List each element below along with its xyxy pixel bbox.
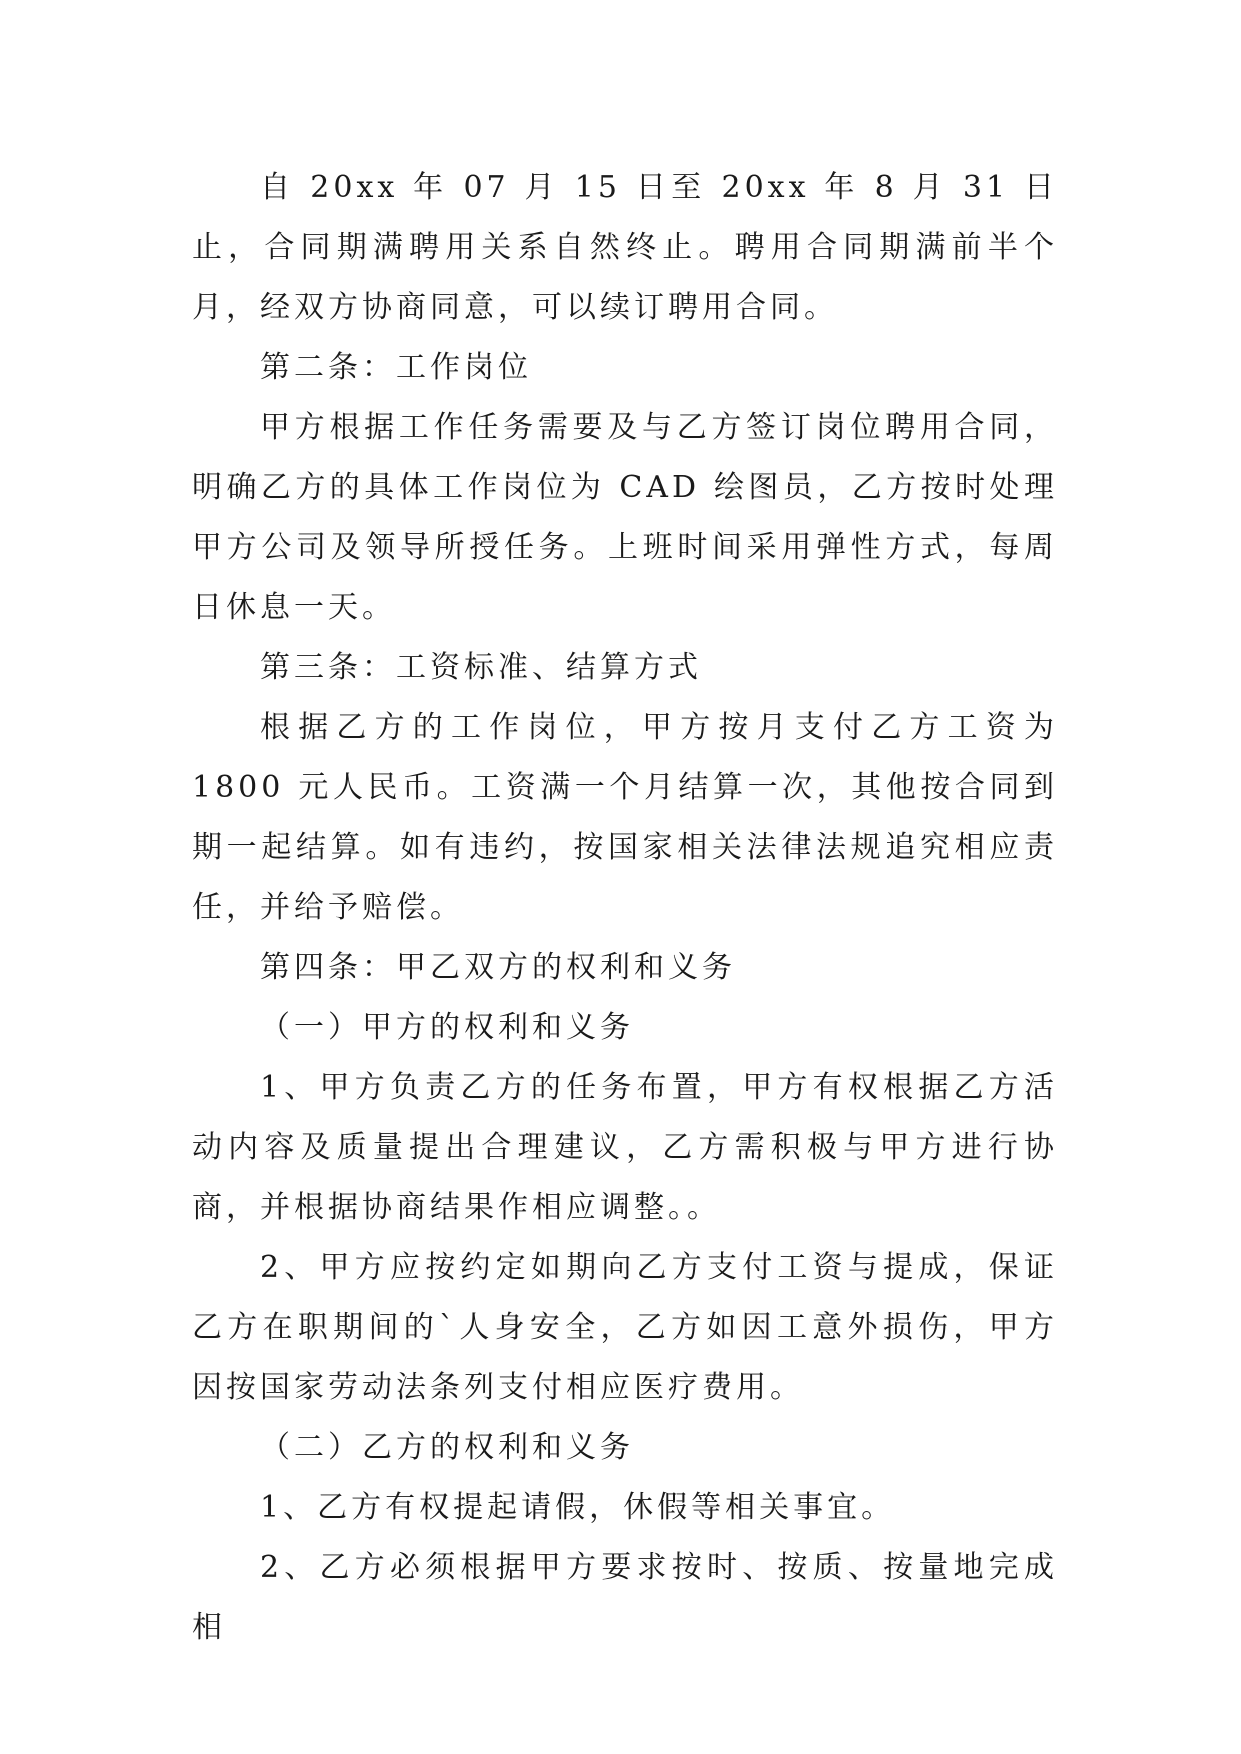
document-body — [192, 158, 1058, 1658]
paragraph-party-b-item-2: 2、乙方必须根据甲方要求按时、按质、按量地完成相 — [192, 1550, 1058, 1645]
subheading-party-b-rights: （二）乙方的权利和义务 — [260, 1430, 634, 1465]
paragraph-party-a-item-1: 1、甲方负责乙方的任务布置，甲方有权根据乙方活动内容及质量提出合理建议，乙方需积极与甲方进行协商，并根据协商结果作相应调整。。 — [192, 1070, 1058, 1225]
heading-article-3: 第三条：工资标准、结算方式 — [260, 650, 702, 685]
heading-article-4: 第四条：甲乙双方的权利和义务 — [260, 950, 736, 985]
paragraph-salary: 根据乙方的工作岗位，甲方按月支付乙方工资为 1800 元人民币。工资满一个月结算一次，其他按合同到期一起结算。如有违约，按国家相关法律法规追究相应责任，并给予赔偿。 — [192, 710, 1058, 925]
heading-article-2: 第二条：工作岗位 — [260, 350, 532, 385]
subheading-party-a-rights: （一）甲方的权利和义务 — [260, 1010, 634, 1045]
paragraph-party-a-item-2: 2、甲方应按约定如期向乙方支付工资与提成，保证乙方在职期间的`人身安全，乙方如因工意外损伤，甲方因按国家劳动法条列支付相应医疗费用。 — [192, 1250, 1058, 1405]
paragraph-party-b-item-1: 1、乙方有权提起请假，休假等相关事宜。 — [260, 1490, 896, 1525]
paragraph-job-position: 甲方根据工作任务需要及与乙方签订岗位聘用合同，明确乙方的具体工作岗位为 CAD 绘图员，乙方按时处理甲方公司及领导所授任务。上班时间采用弹性方式，每周日休息一天。 — [192, 410, 1058, 625]
paragraph-contract-term: 自 20xx 年 07 月 15 日至 20xx 年 8 月 31 日止，合同期满聘用关系自然终止。聘用合同期满前半个月，经双方协商同意，可以续订聘用合同。 — [192, 170, 1058, 325]
